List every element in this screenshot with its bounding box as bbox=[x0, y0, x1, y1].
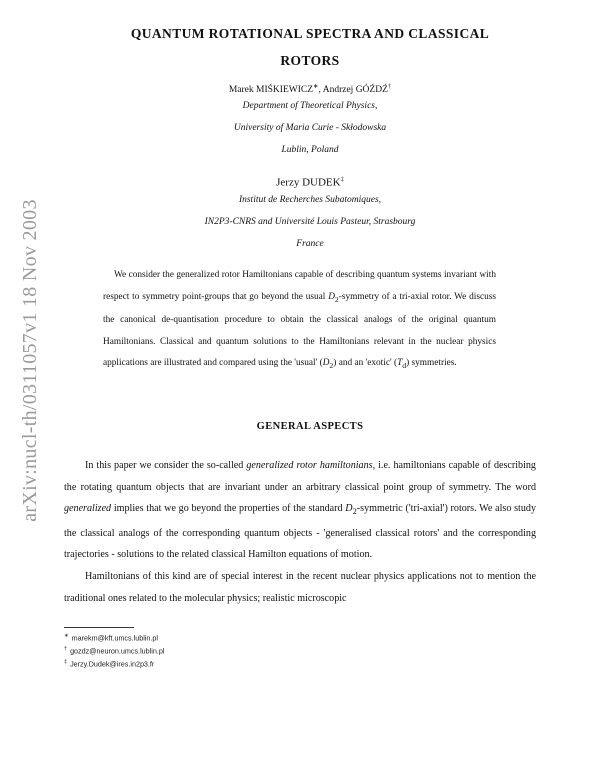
arxiv-id: arXiv:nucl-th/0311057v1 18 Nov 2003 bbox=[18, 198, 41, 522]
arxiv-stamp bbox=[14, 180, 46, 540]
symmetry-symbol: D bbox=[322, 358, 330, 369]
footnote: ‡ Jerzy.Dudek@ires.in2p3.fr bbox=[64, 658, 155, 669]
title-line-2: ROTORS bbox=[280, 53, 340, 68]
affiliation-line: University of Maria Curie - Skłodowska bbox=[233, 123, 387, 133]
footnote-email: gozdz@neuron.umcs.lublin.pl bbox=[70, 646, 165, 656]
symmetry-symbol: D bbox=[345, 503, 353, 515]
author-list bbox=[80, 176, 540, 189]
title-line-1: QUANTUM ROTATIONAL SPECTRA AND CLASSICAL bbox=[130, 26, 490, 41]
affiliation-line: Institut de Recherches Subatomiques, bbox=[238, 195, 382, 205]
author-separator: , bbox=[318, 85, 321, 96]
author-footnote-mark: ∗ bbox=[313, 83, 319, 90]
symmetry-symbol: T bbox=[397, 358, 403, 369]
author-name: Jerzy DUDEK bbox=[276, 176, 341, 189]
symmetry-symbol: D bbox=[328, 291, 335, 302]
affiliation-line: IN2P3-CNRS and Université Louis Pasteur, Strasbourg bbox=[204, 217, 416, 227]
abstract-paragraph: We consider the generalized rotor Hamiltonians capable of describing quantum systems invariant with respect to symmetry point-groups that go beyond the usual $D_2$-symmetry of a tri-axial rotor. We discuss the canonical de-quantisation procedure to obtain the classical analogs of the original quantum Hamiltonians. Classical and quantum solutions to the Hamiltonians relevant in the nuclear physics applications are illustrated and compared using the 'usual' $(D_2)$ and an 'exotic' $(T_d)$ symmetries. bbox=[103, 270, 496, 371]
footnote-email: Jerzy.Dudek@ires.in2p3.fr bbox=[70, 659, 155, 669]
body-paragraph: In this paper we consider the so-called generalized rotor hamiltonians, i.e. hamiltonians capable of describing the rotating quantum objects that are invariant under an arbitrary classical point group of symmetry. The word generalized implies that we go beyond the properties of the standard $D_2$-symmetric ('tri-axial') rotors. We also study the classical analogs of the corresponding quantum objects - 'generalised classical rotors' and the corresponding trajectories - solutions to the related classical Hamilton equations of motion. bbox=[64, 460, 536, 561]
author-list bbox=[80, 82, 540, 95]
author-footnote-mark: ‡ bbox=[340, 176, 344, 183]
footnote: † gozdz@neuron.umcs.lublin.pl bbox=[64, 645, 165, 656]
emphasis: generalized bbox=[64, 503, 112, 515]
footnote-email: marekm@kft.umcs.lublin.pl bbox=[71, 633, 158, 643]
author-name: Marek MIŚKIEWICZ bbox=[228, 85, 314, 96]
abstract bbox=[103, 265, 496, 377]
author-footnote-mark: † bbox=[387, 83, 392, 90]
paper-title bbox=[60, 20, 560, 74]
footnote-rule bbox=[64, 627, 134, 628]
affiliation-block bbox=[80, 95, 540, 161]
affiliation-line: France bbox=[296, 239, 324, 249]
section-heading: GENERAL ASPECTS bbox=[256, 421, 364, 432]
author-name: Andrzej GÓŹDŹ bbox=[322, 85, 388, 96]
affiliation-line: Department of Theoretical Physics, bbox=[242, 101, 378, 111]
body-text bbox=[64, 455, 536, 609]
affiliation-block bbox=[80, 189, 540, 255]
footnotes bbox=[64, 631, 164, 670]
emphasis: generalized rotor hamiltonians bbox=[246, 460, 373, 471]
body-paragraph: Hamiltonians of this kind are of special interest in the recent nuclear physics applications not to mention the traditional ones related to the molecular physics; realistic microscopic bbox=[64, 570, 536, 604]
affiliation-line: Lublin, Poland bbox=[281, 145, 339, 155]
footnote: ∗ marekm@kft.umcs.lublin.pl bbox=[64, 633, 158, 643]
